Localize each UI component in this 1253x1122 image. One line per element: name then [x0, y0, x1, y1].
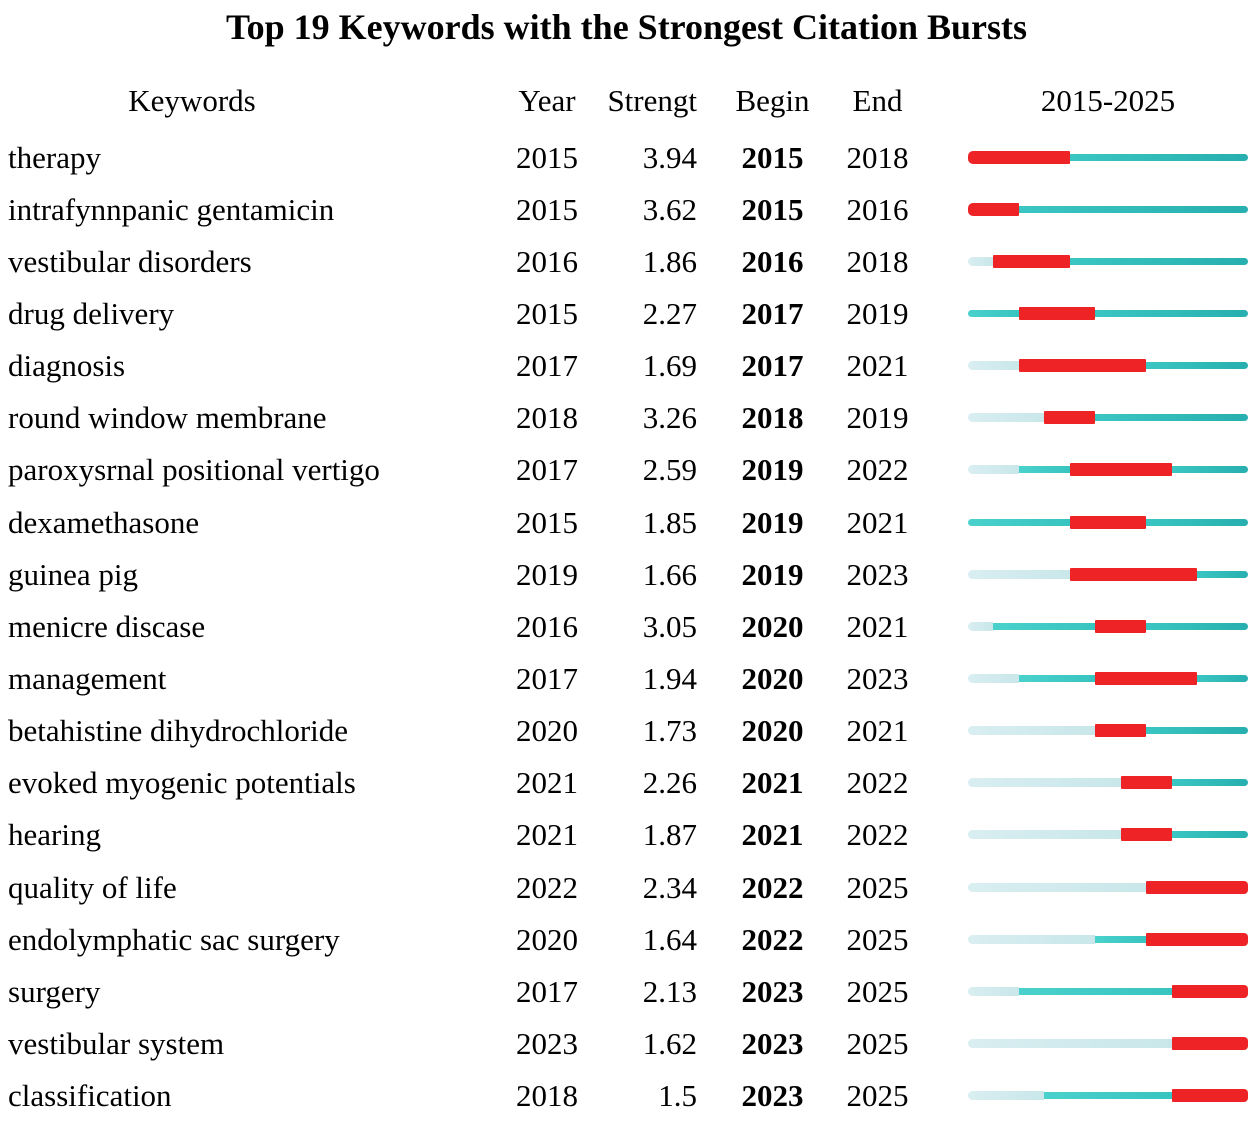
burst-segment	[1095, 620, 1146, 633]
pre-appearance-segment	[968, 361, 1019, 370]
burst-segment	[1121, 776, 1172, 789]
pre-burst-segment	[968, 310, 1019, 317]
burst-timeline-bar	[968, 828, 1248, 842]
burst-begin-cell: 2023	[741, 1025, 804, 1061]
burst-begin-cell: 2017	[741, 348, 804, 384]
strength-cell: 1.73	[642, 713, 697, 749]
year-cell: 2016	[516, 243, 578, 279]
burst-end-cell: 2023	[846, 556, 909, 592]
timeline-cell	[915, 306, 1248, 320]
pre-appearance-segment	[968, 935, 1095, 944]
burst-begin-cell: 2021	[741, 817, 804, 853]
burst-segment	[993, 255, 1069, 268]
pre-burst-segment	[1019, 675, 1095, 682]
post-burst-segment	[1070, 154, 1248, 161]
table-row	[0, 600, 1248, 652]
strength-cell: 1.5	[658, 1078, 697, 1114]
table-row	[0, 1017, 1248, 1069]
year-cell: 2018	[516, 400, 578, 436]
post-burst-segment	[1172, 466, 1248, 473]
post-burst-segment	[1095, 414, 1248, 421]
keyword-cell: quality of life	[8, 869, 177, 905]
post-burst-segment	[1019, 206, 1248, 213]
table-row	[0, 340, 1248, 392]
table-row	[0, 913, 1248, 965]
burst-segment	[1146, 933, 1248, 946]
keyword-cell: diagnosis	[8, 348, 126, 384]
pre-burst-segment	[968, 519, 1070, 526]
burst-segment	[1019, 359, 1146, 372]
burst-end-cell: 2021	[846, 713, 909, 749]
year-cell: 2019	[516, 556, 578, 592]
post-burst-segment	[1197, 675, 1248, 682]
burst-segment	[1095, 724, 1146, 737]
burst-begin-cell: 2016	[741, 243, 804, 279]
year-cell: 2017	[516, 348, 578, 384]
pre-burst-segment	[1044, 1092, 1171, 1099]
timeline-cell	[915, 619, 1248, 633]
strength-cell: 1.87	[642, 817, 697, 853]
burst-timeline-bar	[968, 984, 1248, 998]
burst-begin-cell: 2021	[741, 765, 804, 801]
burst-timeline-bar	[968, 359, 1248, 373]
burst-timeline-bar	[968, 619, 1248, 633]
strength-cell: 3.94	[642, 139, 697, 175]
burst-segment	[1044, 411, 1095, 424]
post-burst-segment	[1146, 519, 1248, 526]
burst-begin-cell: 2019	[741, 452, 804, 488]
table-row	[0, 131, 1248, 183]
keyword-cell: endolymphatic sac surgery	[8, 921, 340, 957]
burst-end-cell: 2021	[846, 608, 909, 644]
pre-burst-segment	[993, 623, 1095, 630]
strength-cell: 1.69	[642, 348, 697, 384]
post-burst-segment	[1146, 623, 1248, 630]
keyword-cell: surgery	[8, 973, 101, 1009]
burst-end-cell: 2018	[846, 139, 909, 175]
pre-burst-segment	[1095, 936, 1146, 943]
year-cell: 2022	[516, 869, 578, 905]
year-cell: 2015	[516, 191, 578, 227]
burst-timeline-bar	[968, 306, 1248, 320]
strength-cell: 3.26	[642, 400, 697, 436]
strength-cell: 2.27	[642, 295, 697, 331]
timeline-cell	[915, 671, 1248, 685]
year-cell: 2020	[516, 921, 578, 957]
year-cell: 2018	[516, 1078, 578, 1114]
timeline-cell	[915, 724, 1248, 738]
timeline-cell	[915, 254, 1248, 268]
burst-end-cell: 2018	[846, 243, 909, 279]
table-row	[0, 861, 1248, 913]
strength-cell: 1.85	[642, 504, 697, 540]
timeline-cell	[915, 359, 1248, 373]
strength-cell: 3.62	[642, 191, 697, 227]
keyword-cell: classification	[8, 1078, 172, 1114]
burst-begin-cell: 2023	[741, 973, 804, 1009]
strength-cell: 1.62	[642, 1025, 697, 1061]
table-row	[0, 1070, 1248, 1122]
post-burst-segment	[1070, 258, 1248, 265]
year-cell: 2020	[516, 713, 578, 749]
pre-burst-segment	[1019, 988, 1172, 995]
keyword-cell: guinea pig	[8, 556, 138, 592]
timeline-cell	[915, 776, 1248, 790]
burst-segment	[1070, 463, 1172, 476]
burst-begin-cell: 2017	[741, 295, 804, 331]
burst-timeline-bar	[968, 671, 1248, 685]
post-burst-segment	[1197, 571, 1248, 578]
strength-cell: 1.94	[642, 660, 697, 696]
pre-appearance-segment	[968, 830, 1121, 839]
keyword-cell: paroxysrnal positional vertigo	[8, 452, 380, 488]
pre-appearance-segment	[968, 987, 1019, 996]
burst-timeline-bar	[968, 567, 1248, 581]
burst-segment	[1070, 516, 1146, 529]
burst-end-cell: 2025	[846, 1025, 909, 1061]
year-cell: 2016	[516, 608, 578, 644]
keyword-cell: drug delivery	[8, 295, 175, 331]
table-row	[0, 757, 1248, 809]
burst-timeline-bar	[968, 1089, 1248, 1103]
burst-begin-cell: 2022	[741, 921, 804, 957]
strength-cell: 2.34	[642, 869, 697, 905]
burst-begin-cell: 2019	[741, 556, 804, 592]
timeline-cell	[915, 880, 1248, 894]
year-range-label: 2015-2025	[1040, 83, 1176, 118]
year-cell: 2017	[516, 452, 578, 488]
keyword-cell: evoked myogenic potentials	[8, 765, 356, 801]
post-burst-segment	[1172, 831, 1248, 838]
year-cell: 2017	[516, 660, 578, 696]
burst-end-cell: 2025	[846, 869, 909, 905]
post-burst-segment	[1146, 727, 1248, 734]
col-header-begin: Begin	[735, 83, 810, 118]
pre-appearance-segment	[968, 622, 993, 631]
burst-begin-cell: 2020	[741, 660, 804, 696]
table-body	[0, 131, 1248, 1122]
timeline-cell	[915, 828, 1248, 842]
burst-end-cell: 2025	[846, 973, 909, 1009]
strength-cell: 1.86	[642, 243, 697, 279]
burst-end-cell: 2021	[846, 504, 909, 540]
timeline-cell	[915, 932, 1248, 946]
burst-segment	[1172, 1037, 1248, 1050]
keyword-cell: vestibular disorders	[8, 243, 252, 279]
post-burst-segment	[1146, 362, 1248, 369]
table-row	[0, 235, 1248, 287]
burst-segment	[1121, 828, 1172, 841]
keyword-cell: management	[8, 660, 167, 696]
burst-timeline-bar	[968, 150, 1248, 164]
keyword-cell: intrafynnpanic gentamicin	[8, 191, 335, 227]
pre-appearance-segment	[968, 413, 1044, 422]
burst-segment	[1095, 672, 1197, 685]
burst-begin-cell: 2020	[741, 608, 804, 644]
table-row	[0, 392, 1248, 444]
table-row	[0, 652, 1248, 704]
burst-timeline-bar	[968, 411, 1248, 425]
post-burst-segment	[1095, 310, 1248, 317]
burst-begin-cell: 2015	[741, 191, 804, 227]
burst-begin-cell: 2018	[741, 400, 804, 436]
burst-timeline-bar	[968, 880, 1248, 894]
burst-timeline-bar	[968, 1036, 1248, 1050]
burst-timeline-bar	[968, 724, 1248, 738]
table-row	[0, 444, 1248, 496]
keyword-cell: dexamethasone	[8, 504, 200, 540]
burst-end-cell: 2022	[846, 452, 909, 488]
col-header-keywords: Keywords	[128, 83, 256, 118]
strength-cell: 3.05	[642, 608, 697, 644]
keyword-cell: vestibular system	[8, 1025, 225, 1061]
burst-timeline-bar	[968, 463, 1248, 477]
table-row	[0, 809, 1248, 861]
keyword-cell: therapy	[8, 139, 101, 175]
burst-begin-cell: 2023	[741, 1078, 804, 1114]
timeline-cell	[915, 463, 1248, 477]
pre-appearance-segment	[968, 674, 1019, 683]
pre-appearance-segment	[968, 883, 1146, 892]
timeline-cell	[915, 1089, 1248, 1103]
year-cell: 2021	[516, 765, 578, 801]
keyword-cell: betahistine dihydrochloride	[8, 713, 349, 749]
burst-timeline-bar	[968, 515, 1248, 529]
burst-end-cell: 2016	[846, 191, 909, 227]
burst-timeline-bar	[968, 202, 1248, 216]
table-header	[0, 78, 1248, 124]
year-cell: 2017	[516, 973, 578, 1009]
year-cell: 2015	[516, 139, 578, 175]
burst-end-cell: 2025	[846, 921, 909, 957]
burst-end-cell: 2022	[846, 765, 909, 801]
pre-burst-segment	[1019, 466, 1070, 473]
table-row	[0, 548, 1248, 600]
col-header-year: Year	[518, 83, 576, 118]
timeline-cell	[915, 202, 1248, 216]
burst-timeline-bar	[968, 254, 1248, 268]
strength-cell: 2.59	[642, 452, 697, 488]
burst-end-cell: 2022	[846, 817, 909, 853]
post-burst-segment	[1172, 779, 1248, 786]
table-row	[0, 183, 1248, 235]
pre-appearance-segment	[968, 465, 1019, 474]
burst-end-cell: 2019	[846, 400, 909, 436]
col-header-strength: Strengt	[607, 83, 697, 118]
year-cell: 2015	[516, 295, 578, 331]
table-row	[0, 496, 1248, 548]
pre-appearance-segment	[968, 1091, 1044, 1100]
burst-begin-cell: 2015	[741, 139, 804, 175]
burst-end-cell: 2025	[846, 1078, 909, 1114]
burst-end-cell: 2021	[846, 348, 909, 384]
timeline-cell	[915, 1036, 1248, 1050]
burst-segment	[1146, 881, 1248, 894]
strength-cell: 1.64	[642, 921, 697, 957]
year-cell: 2015	[516, 504, 578, 540]
burst-segment	[1172, 1089, 1248, 1102]
burst-segment	[968, 151, 1070, 164]
col-header-end: End	[852, 83, 903, 118]
burst-timeline-bar	[968, 932, 1248, 946]
burst-timeline-bar	[968, 776, 1248, 790]
keyword-cell: hearing	[8, 817, 101, 853]
keyword-cell: menicre discase	[8, 608, 206, 644]
timeline-cell	[915, 567, 1248, 581]
table-row	[0, 705, 1248, 757]
table-row	[0, 287, 1248, 339]
burst-end-cell: 2019	[846, 295, 909, 331]
strength-cell: 1.66	[642, 556, 697, 592]
burst-begin-cell: 2020	[741, 713, 804, 749]
table-row	[0, 965, 1248, 1017]
pre-appearance-segment	[968, 778, 1121, 787]
keyword-cell: round window membrane	[8, 400, 327, 436]
timeline-cell	[915, 515, 1248, 529]
timeline-cell	[915, 984, 1248, 998]
burst-end-cell: 2023	[846, 660, 909, 696]
pre-appearance-segment	[968, 570, 1070, 579]
burst-segment	[1070, 568, 1197, 581]
col-header-year-range	[915, 83, 1248, 119]
figure-title: Top 19 Keywords with the Strongest Citation Bursts	[225, 7, 1028, 47]
timeline-cell	[915, 150, 1248, 164]
burst-begin-cell: 2019	[741, 504, 804, 540]
pre-appearance-segment	[968, 257, 993, 266]
strength-cell: 2.26	[642, 765, 697, 801]
timeline-cell	[915, 411, 1248, 425]
strength-cell: 2.13	[642, 973, 697, 1009]
burst-segment	[1019, 307, 1095, 320]
pre-appearance-segment	[968, 726, 1095, 735]
year-cell: 2021	[516, 817, 578, 853]
burst-segment	[1172, 985, 1248, 998]
burst-segment	[968, 203, 1019, 216]
burst-begin-cell: 2022	[741, 869, 804, 905]
pre-appearance-segment	[968, 1039, 1172, 1048]
year-cell: 2023	[516, 1025, 578, 1061]
